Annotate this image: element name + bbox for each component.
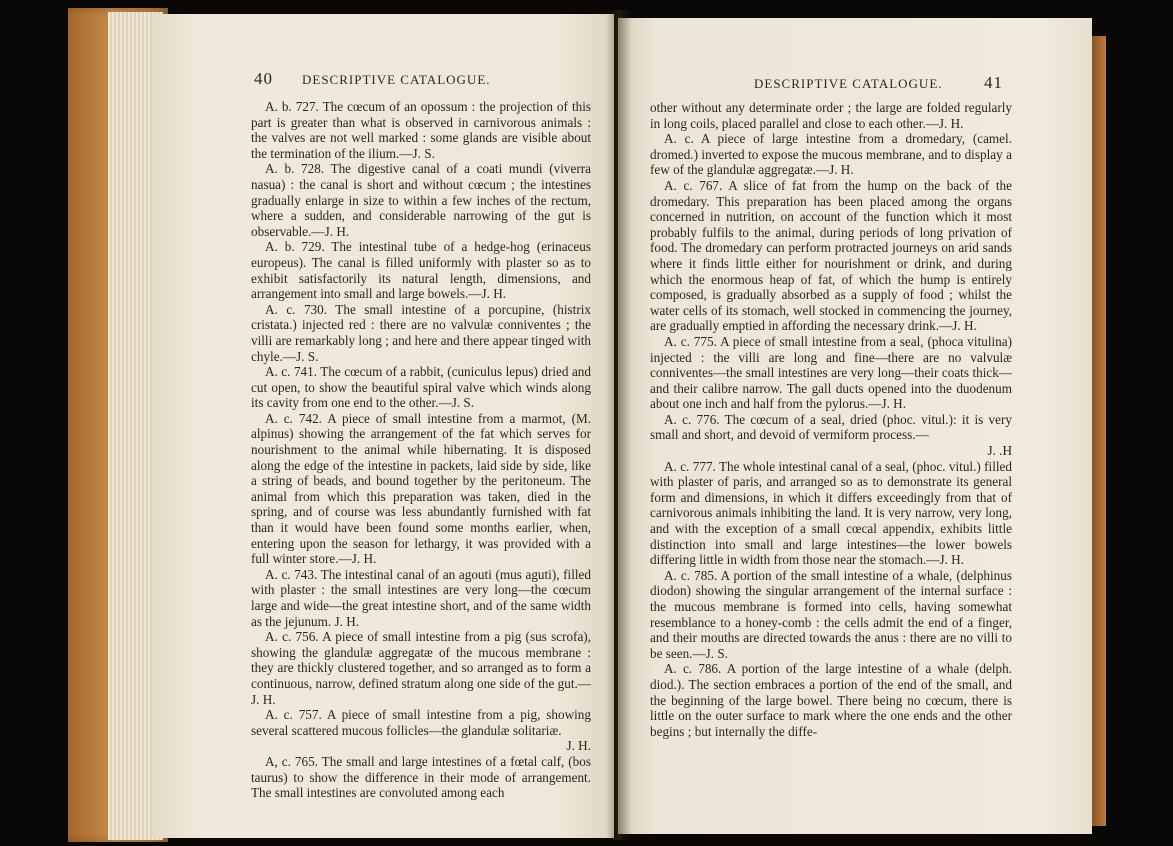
entry-signature: J. .H — [987, 443, 1012, 459]
entry-paragraph: A. c. 756. A piece of small intestine from a pig (sus scrofa), showing the glandulæ aggregatæ of the mucous membrane : they are thickly clustered together, and so arranged as to form a continuous, narrow, defined stratum along one side of the gut.—J. H. — [251, 629, 591, 707]
continuation-paragraph: other without any determinate order ; the large are folded regularly in long coils, placed parallel and close to each other.—J. H. — [650, 100, 1012, 131]
entry-paragraph: A. c. 743. The intestinal canal of an agouti (mus aguti), filled with plaster : the small intestines are very long—the cœcum large and wide—the great intestine short, and of the same width as the jejunum. J. H. — [251, 566, 591, 629]
left-page — [152, 14, 614, 838]
entry-paragraph: A. c. 742. A piece of small intestine from a marmot, (M. alpinus) showing the arrangement of the fat which serves for nourishment to the animal while hibernating. It is disposed along the edge of the intestine in packets, laid side by side, like a string of beads, and bound together by the peritoneum. The animal from which this preparation was taken, died in the spring, and of course was less abundantly furnished with fat than it would have been found some months earlier, when, entering upon the season for lethargy, it was provided with a full winter store.—J. H. — [251, 410, 591, 567]
right-page-body — [650, 100, 1012, 739]
entry-paragraph: A. c. 777. The whole intestinal canal of a seal, (phoc. vitul.) filled with plaster of paris, and arranged so as to demonstrate its general form and dimensions, in which it differs exceedingly from that of carnivorous animals inhibiting the land. It is very narrow, very long, and with the exception of a small cœcal appendix, exhibits little distinction into small and large intestines—the lower bowels differing little in width from those near the stomach.—J. H. — [650, 458, 1012, 568]
entry-paragraph: A. c. 730. The small intestine of a porcupine, (histrix cristata.) injected red : there are no valvulæ conniventes ; the villi are remarkably long ; and here and there appear tinged with chyle.—J. S. — [251, 301, 591, 364]
entry-paragraph: A. c. 776. The cœcum of a seal, dried (phoc. vitul.): it is very small and short, and devoid of vermiform process.— — [650, 411, 1012, 443]
left-page-body — [251, 99, 591, 801]
page-number: 40 — [254, 69, 273, 88]
entry-paragraph: A. c. A piece of large intestine from a dromedary, (camel. dromed.) inverted to expose the mucous membrane, and to display a few of the glandulæ aggregatæ.—J. H. — [650, 131, 1012, 178]
entry-paragraph: A. c. 767. A slice of fat from the hump on the back of the dromedary. This preparation has been placed among the organs concerned in nutrition, on account of the function which it most probably fulfils to the animal, during periods of long privation of food. The dromedary can perform protracted journeys on arid sands where it finds little either for nourishment or drink, and during which the enormous heap of fat, of which the hump is entirely composed, is gradually absorbed as a supply of food ; whilst the water cells of its stomach, well stocked in commencing the journey, are gradually emptied in affording the necessary drink.—J. H. — [650, 177, 1012, 334]
entry-paragraph: A. c. 757. A piece of small intestine from a pig, showing several scattered mucous follicles—the glandulæ solitariæ. — [251, 707, 591, 738]
running-head: DESCRIPTIVE CATALOGUE. — [754, 76, 943, 91]
entry-paragraph: A. c. 775. A piece of small intestine from a seal, (phoca vitulina) injected : the villi are long and fine—there are no valvulæ conniventes—the small intestines are very long—their coats thick—and their calibre narrow. The gall ducts opened into the duodenum about one inch and half from the pylorus.—J. H. — [650, 333, 1012, 412]
entry-paragraph: A. b. 727. The cœcum of an opossum : the projection of this part is greater than what is observed in carnivorous animals : the valves are not well marked : some glands are visible about the termination of the ilium.—J. S. — [251, 99, 591, 161]
entry-paragraph: A. b. 728. The digestive canal of a coati mundi (viverra nasua) : the canal is short and without cœcum ; the intestines gradually enlarge in size to within a few inches of the rectum, where a sudden, and considerable narrowing of the gut is observable.—J. H. — [251, 161, 591, 239]
entry-paragraph: A, c. 765. The small and large intestines of a fœtal calf, (bos taurus) to show the difference in their mode of arrangement. The small intestines are convoluted among each — [251, 753, 591, 801]
entry-paragraph: A. c. 786. A portion of the large intestine of a whale (delph. diod.). The section embraces a portion of the end of the small, and the beginning of the large bowel. There being no cœcum, there is little on the outer surface to mark where the one ends and the other begins ; but internally the diffe- — [650, 661, 1012, 739]
running-head: DESCRIPTIVE CATALOGUE. — [302, 72, 491, 87]
book-cover-right — [1092, 36, 1106, 826]
entry-signature: J. H. — [566, 738, 591, 754]
page-number: 41 — [984, 73, 1003, 92]
entry-paragraph: A. c. 741. The cœcum of a rabbit, (cuniculus lepus) dried and cut open, to show the beautiful spiral valve which winds along its cavity from one end to the other.—J. S. — [251, 364, 591, 411]
book-gutter — [606, 10, 632, 840]
entry-paragraph: A. b. 729. The intestinal tube of a hedge-hog (erinaceus europeus). The canal is filled uniformly with plaster so as to exhibit satisfactorily its natural length, dimensions, and arrangement into small and large bowels.—J. H. — [251, 239, 591, 302]
entry-paragraph: A. c. 785. A portion of the small intestine of a whale, (delphinus diodon) showing the singular arrangement of the internal surface : the mucous membrane is formed into cells, having somewhat resemblance to a honey-comb : the cells admit the end of a finger, and their mouths are directed towards the anus : there are no villi to be seen.—J. S. — [650, 567, 1012, 661]
right-page — [618, 18, 1092, 834]
